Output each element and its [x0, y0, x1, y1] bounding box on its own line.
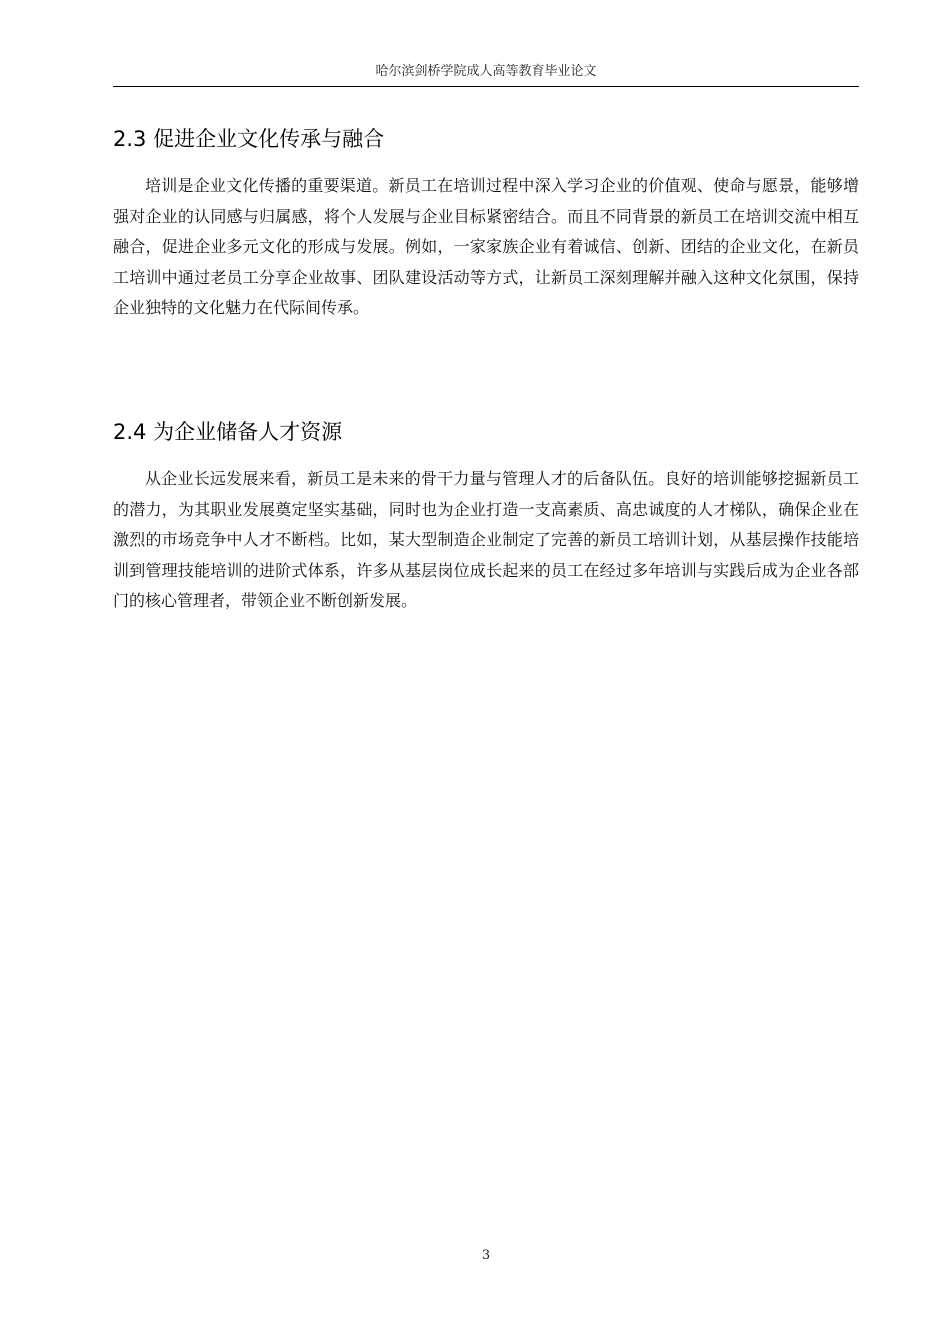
section-2-3 [113, 125, 859, 324]
section-heading: 2.3 促进企业文化传承与融合 [113, 127, 385, 151]
section-heading: 2.4 为企业储备人才资源 [113, 420, 343, 444]
section-2-4 [113, 418, 859, 617]
running-header: 哈尔滨剑桥学院成人高等教育毕业论文 [375, 64, 597, 79]
page-number: 3 [481, 1248, 491, 1263]
section-paragraph: 从企业长远发展来看，新员工是未来的骨干力量与管理人才的后备队伍。良好的培训能够挖掘新员工的潜力，为其职业发展奠定坚实基础，同时也为企业打造一支高素质、高忠诚度的人才梯队，确保企业在激烈的市场竞争中人才不断档。比如，某大型制造企业制定了完善的新员工培训计划，从基层操作技能培训到管理技能培训的进阶式体系，许多从基层岗位成长起来的员工在经过多年培训与实践后成为企业各部门的核心管理者，带领企业不断创新发展。 [113, 469, 859, 611]
header-rule [113, 86, 859, 87]
section-paragraph: 培训是企业文化传播的重要渠道。新员工在培训过程中深入学习企业的价值观、使命与愿景，能够增强对企业的认同感与归属感，将个人发展与企业目标紧密结合。而且不同背景的新员工在培训交流中相互融合，促进企业多元文化的形成与发展。例如，一家家族企业有着诚信、创新、团结的企业文化，在新员工培训中通过老员工分享企业故事、团队建设活动等方式，让新员工深刻理解并融入这种文化氛围，保持企业独特的文化魅力在代际间传承。 [113, 176, 859, 318]
